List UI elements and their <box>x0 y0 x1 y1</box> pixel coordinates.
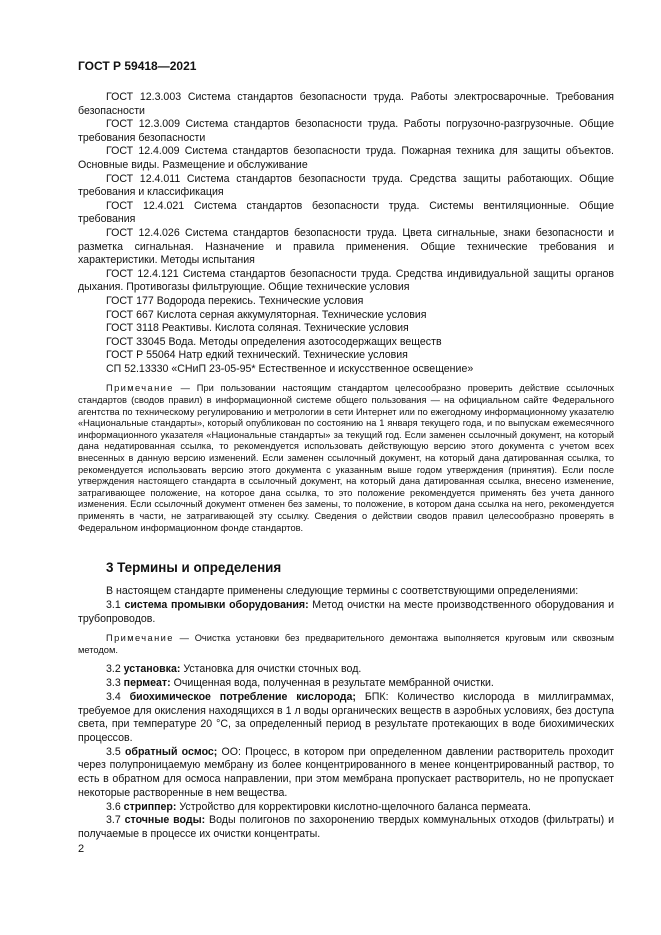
reference-item: ГОСТ 12.4.009 Система стандартов безопасности труда. Пожарная техника для защиты объектов. Основные виды. Размещение и обслуживание <box>78 145 614 171</box>
term-number: 3.5 <box>106 745 125 758</box>
term-definition: Воды полигонов по захоронению твердых коммунальных отходов (фильтраты) и получаемые в процессе их очистки концентраты. <box>78 814 614 840</box>
references-note <box>78 383 614 534</box>
term-name: установка: <box>123 663 181 676</box>
page-number: 2 <box>78 843 85 855</box>
term-definition: Установка для очистки сточных вод. <box>180 663 362 676</box>
term-number: 3.4 <box>106 690 130 703</box>
term-number: 3.1 <box>106 598 125 611</box>
reference-item: ГОСТ 12.3.003 Система стандартов безопасности труда. Работы электросварочные. Требования безопасности <box>78 91 614 117</box>
document-header: ГОСТ Р 59418—2021 <box>78 59 197 73</box>
term-number: 3.2 <box>106 663 124 676</box>
reference-item: ГОСТ 12.4.021 Система стандартов безопасности труда. Системы вентиляционные. Общие требования <box>78 199 614 226</box>
reference-item: ГОСТ Р 55064 Натр едкий технический. Технические условия <box>106 349 408 362</box>
reference-item: ГОСТ 12.3.009 Система стандартов безопасности труда. Работы погрузочно-разгрузочные. Общие требования безопасности <box>78 118 614 144</box>
note-label: Примечание <box>106 633 174 644</box>
term-number: 3.3 <box>106 677 124 690</box>
term-name: система промывки оборудования: <box>124 598 309 611</box>
term-entry-3-1 <box>78 599 614 626</box>
terms-intro: В настоящем стандарте применены следующие термины с соответствующими определениями: <box>106 585 579 598</box>
note-text: — При пользовании настоящим стандартом целесообразно проверить действие ссылочных стандартов (сводов правил) в информационной системе общего пользования — на официальном сайте Федерального агентства по техническому регулированию и метрологии в сети Интернет или по ежегодному информационному указателю «Национальные стандарты», который опубликован по состоянию на 1 января текущего года, и по выпускам ежемесячного информационного указателя «Национальные стандарты» за текущий год. Если заменен ссылочный документ, на который дана недатированная ссылка, то рекомендуется использовать действующую версию этого документа с учетом всех внесенных в данную версию изменений. Если заменен ссылочный документ, на который дана датированная ссылка, то рекомендуется использовать версию этого документа с указанным выше годом утверждения (принятия). Если после утверждения настоящего стандарта в ссылочный документ, на который дана датированная ссылка, внесено изменение, затрагивающее положение, на которое дана ссылка, то это положение рекомендуется применять без учета данного изменения. Если ссылочный документ отменен без замены, то положение, в котором дана ссылка на него, рекомендуется применять в части, не затрагивающей эту ссылку. Сведения о действии сводов правил целесообразно проверять в Федеральном информационном фонде стандартов. <box>78 383 614 533</box>
term-entry-3-6 <box>78 801 614 815</box>
term-number: 3.6 <box>106 800 124 813</box>
reference-item: ГОСТ 33045 Вода. Методы определения азотосодержащих веществ <box>106 335 442 348</box>
term-name: биохимическое потребление кислорода; <box>129 690 356 703</box>
term-definition: Устройство для корректировки кислотно-щелочного баланса пермеата. <box>176 800 531 813</box>
term-name: обратный осмос; <box>124 745 218 758</box>
reference-item: СП 52.13330 «СНиП 23-05-95* Естественное и искусственное освещение» <box>106 362 474 375</box>
reference-item: ГОСТ 12.4.026 Система стандартов безопасности труда. Цвета сигнальные, знаки безопасности и разметка сигнальная. Назначение и правила применения. Общие технические требования и характеристики. Методы испытания <box>78 226 614 267</box>
page-content <box>78 91 614 842</box>
reference-item: ГОСТ 3118 Реактивы. Кислота соляная. Технические условия <box>106 322 409 335</box>
reference-item: ГОСТ 12.4.121 Система стандартов безопасности труда. Средства индивидуальной защиты органов дыхания. Противогазы фильтрующие. Общие технические условия <box>78 267 614 294</box>
term-entry-3-7 <box>78 814 614 841</box>
terms-list <box>78 585 614 841</box>
term-definition: Метод очистки на месте производственного оборудования и трубопроводов. <box>78 598 614 625</box>
term-name: пермеат: <box>123 677 171 690</box>
note-text: — Очистка установки без предварительного демонтажа выполняется круговым или сквозным методом. <box>78 633 614 655</box>
term-definition: ОО: Процесс, в котором при определенном давлении растворитель проходит через полупроницаемую мембрану из более концентрированного в менее концентрированный раствор, то есть в обратном для осмоса направлении, при этом мембрана пропускает растворитель, но не пропускает некоторые растворенные в нем вещества. <box>78 745 615 799</box>
reference-item: ГОСТ 177 Водорода перекись. Технические условия <box>106 294 364 307</box>
term-entry-3-3 <box>78 677 614 691</box>
term-definition: Очищенная вода, полученная в результате мембранной очистки. <box>170 677 494 690</box>
term-entry-3-5 <box>78 746 614 801</box>
normative-references-list <box>78 91 614 376</box>
term-number: 3.7 <box>106 814 125 827</box>
term-entry-3-2 <box>78 663 614 677</box>
section-heading: 3 Термины и определения <box>106 560 282 576</box>
term-note <box>78 633 614 656</box>
note-label: Примечание <box>106 383 174 394</box>
term-name: стриппер: <box>123 800 177 813</box>
term-entry-3-4 <box>78 691 614 746</box>
term-name: сточные воды: <box>124 814 206 827</box>
term-definition: БПК: Количество кислорода в миллиграммах, требуемое для окисления находящихся в 1 л воды органических веществ в аэробных условиях, без доступа света, при температуре 20 °С, за определенный период в результате протекающих в воде биохимических процессов. <box>78 690 614 744</box>
reference-item: ГОСТ 667 Кислота серная аккумуляторная. Технические условия <box>106 308 427 321</box>
reference-item: ГОСТ 12.4.011 Система стандартов безопасности труда. Средства защиты работающих. Общие требования и классификация <box>78 172 614 199</box>
